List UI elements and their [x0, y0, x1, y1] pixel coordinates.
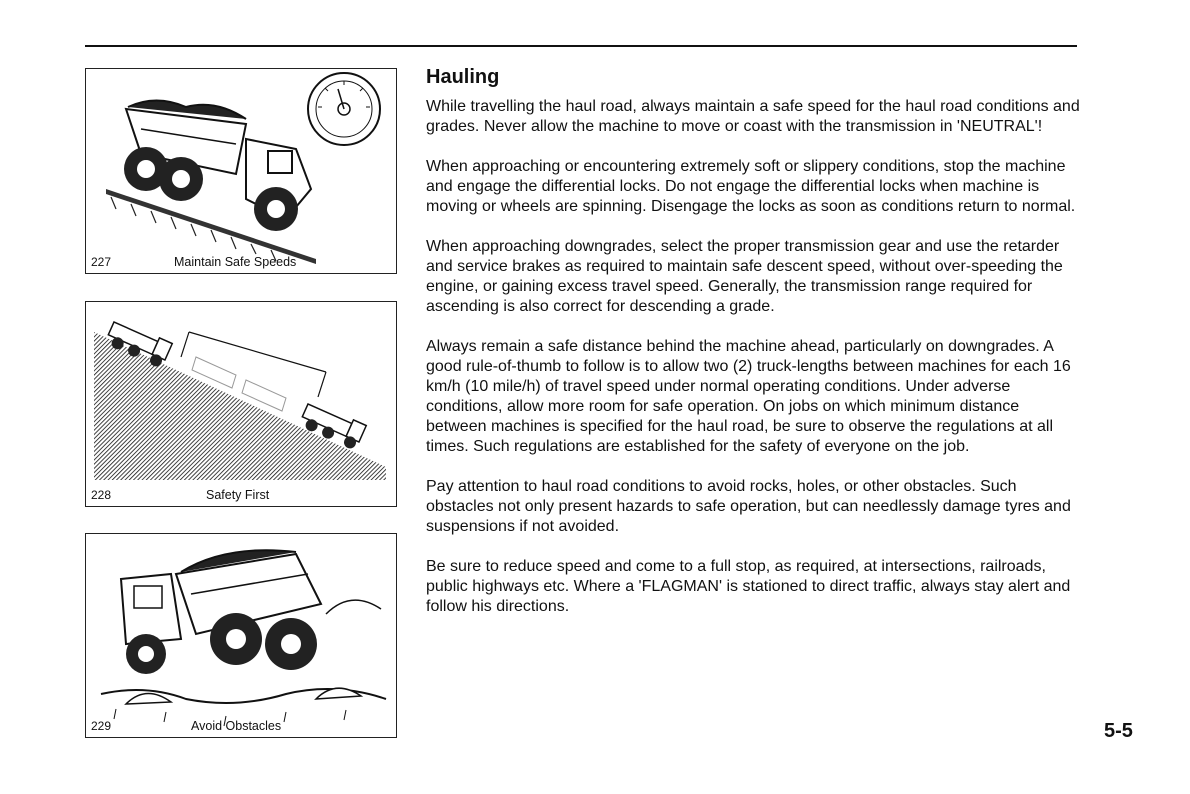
paragraph: When approaching downgrades, select the proper transmission gear and use the retarder and service brakes as required to maintain safe descent speed, without over-speeding the engine, or gaining excess travel speed. Generally, the transmission range required for ascending is also correct for descending a grade. — [426, 238, 1063, 315]
paragraph: When approaching or encountering extremely soft or slippery conditions, stop the machine and engage the differential locks. Do not engage the differential locks when machine is moving or wheels are spinning. Disengage the locks as soon as conditions return to normal. — [426, 158, 1076, 215]
figure-caption: Safety First — [206, 488, 270, 502]
figure-number: 229 — [91, 719, 112, 733]
figure-caption: Maintain Safe Speeds — [174, 255, 297, 269]
header-rule — [85, 45, 1077, 47]
paragraph: Be sure to reduce speed and come to a full stop, as required, at intersections, railroads, public highways etc. Where a 'FLAGMAN' is stationed to direct traffic, always stay alert and follow his directions. — [426, 558, 1071, 615]
hauling-section — [426, 64, 1081, 637]
paragraph: Always remain a safe distance behind the machine ahead, particularly on downgrades. A good rule-of-thumb to follow is to allow two (2) truck-lengths between machines for each 16 km/h (10 mile/h) of travel speed under normal operating conditions. Under adverse conditions, allow more room for safe operation. On jobs on which minimum distance between machines is specified for the haul road, be sure to observe the regulations at all times. Such regulations are established for the safety of everyone on the job. — [426, 338, 1071, 455]
figure-avoid-obstacles — [85, 533, 397, 738]
paragraph: Pay attention to haul road conditions to avoid rocks, holes, or other obstacles. Such obstacles not only present hazards to safe operation, but can needlessly damage tyres and suspensions if not avoided. — [426, 478, 1071, 535]
trucks-on-downgrade-illustration — [86, 302, 396, 506]
dump-truck-speed-illustration — [86, 69, 396, 273]
section-title: Hauling — [426, 66, 500, 88]
figure-number: 228 — [91, 488, 112, 502]
figure-caption: Avoid Obstacles — [191, 719, 282, 733]
figure-number: 227 — [91, 255, 112, 269]
truck-over-obstacles-illustration — [86, 534, 396, 738]
figure-safety-first — [85, 301, 397, 507]
page-number: 5-5 — [1104, 720, 1133, 742]
figure-maintain-safe-speeds — [85, 68, 397, 274]
paragraph: While travelling the haul road, always maintain a safe speed for the haul road conditions and grades. Never allow the machine to move or coast with the transmission in 'NEUTRAL'! — [426, 98, 1080, 135]
